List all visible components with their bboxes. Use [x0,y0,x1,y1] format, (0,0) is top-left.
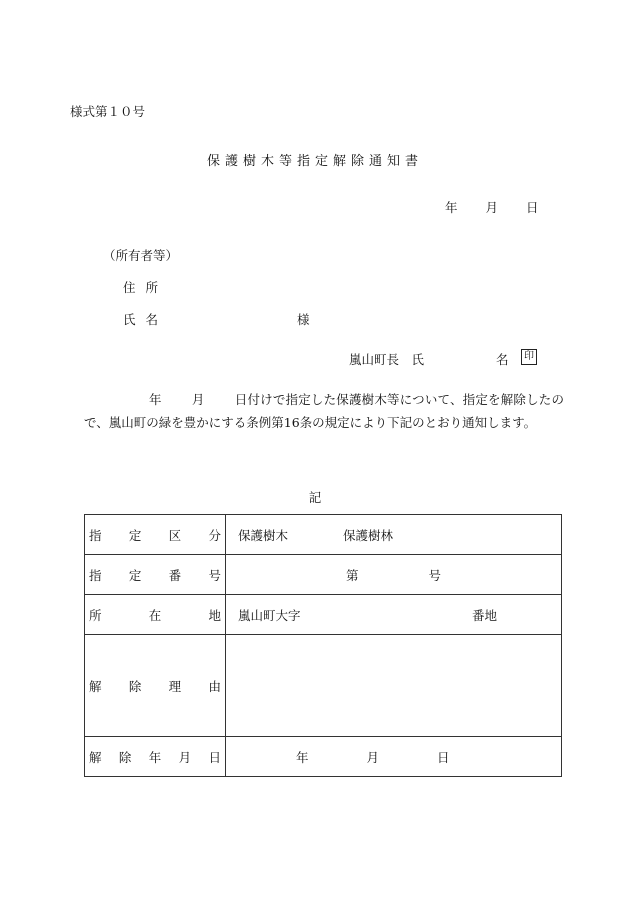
label-location: 所 在 地 [85,595,226,635]
table-row [85,555,562,595]
name-label: 氏名 [123,312,169,327]
document-title: 保護樹木等指定解除通知書 [206,154,423,169]
label-cancel-date: 解 除 年 月 日 [85,737,226,777]
label-designation-type: 指 定 区 分 [85,515,226,555]
date-year: 年 [445,200,458,215]
body-text: 日付けで指定した保護樹木等について、指定を解除したので、嵐山町の緑を豊かにする条例第16条の規定により下記のとおり通知します。 [84,392,564,430]
date-month: 月 [485,200,499,215]
honorific: 様 [297,312,310,327]
owner-label: （所有者等） [103,248,179,263]
table-row [85,515,562,555]
ki-heading: 記 [308,490,322,505]
body-month: 月 [191,392,205,407]
issue-date [445,198,539,216]
value-location: 嵐山町大字 番地 [226,595,562,635]
label-cancel-reason: 解 除 理 由 [85,635,226,737]
option-protected-tree: 保護樹木 [238,527,289,543]
value-cancel-date: 年 月 日 [226,737,562,777]
issuer-name-suffix: 名 [496,352,509,367]
form-number: 様式第１０号 [70,104,146,119]
seal-stamp: 印 [521,349,537,365]
option-protected-forest: 保護樹林 [343,527,394,543]
body-year: 年 [149,392,162,407]
value-cancel-reason [226,635,562,737]
table-row [85,635,562,737]
label-designation-number: 指 定 番 号 [85,555,226,595]
date-day: 日 [526,200,539,215]
table-row [85,595,562,635]
value-designation-number: 第 号 [226,555,562,595]
notice-body [84,388,564,434]
table-row [85,737,562,777]
issuer-title: 嵐山町長 氏 [349,352,425,367]
notice-table [84,514,562,777]
value-designation-type [226,515,562,555]
address-label: 住所 [123,280,169,295]
